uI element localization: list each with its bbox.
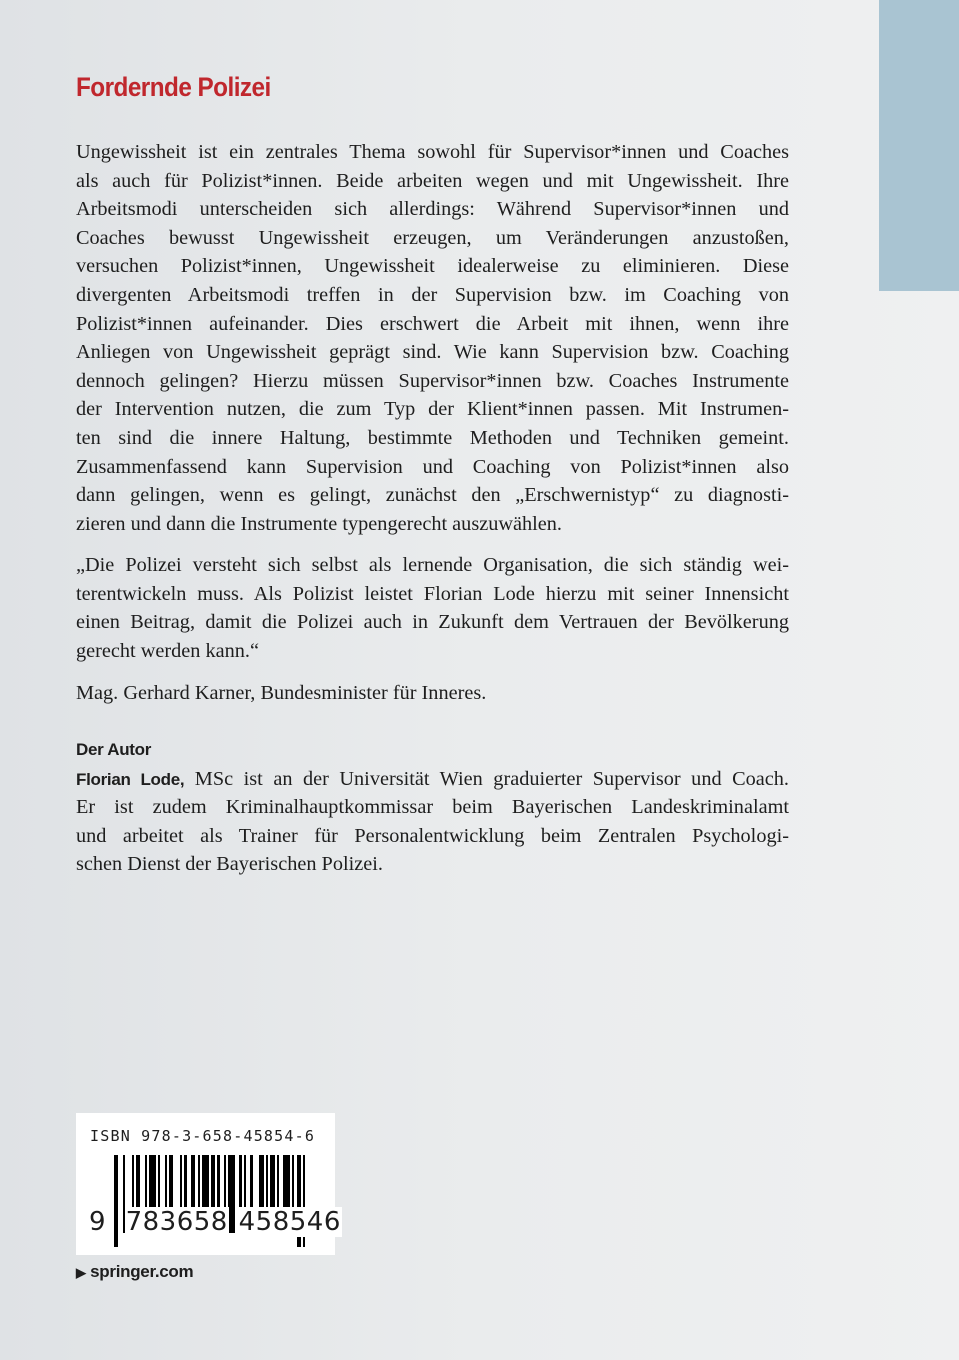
isbn-text: ISBN 978-3-658-45854-6	[90, 1127, 316, 1145]
text-line: terentwickeln muss. Als Polizist leistet Florian Lode hierzu mit seiner Innensicht	[76, 582, 789, 605]
text-line: „Die Polizei versteht sich selbst als lernende Organisation, die sich ständig wei-	[76, 554, 789, 576]
play-arrow-icon: ▶	[76, 1265, 86, 1280]
text-line: divergenten Arbeitsmodi treffen in der Supervision bzw. im Coaching von	[76, 283, 789, 306]
text-line: versuchen Polizist*innen, Ungewissheit idealerweise zu eliminieren. Diese	[76, 255, 789, 278]
cover-color-strip	[879, 0, 959, 291]
isbn-barcode	[76, 1113, 341, 1255]
barcode-digit: 9	[89, 1207, 107, 1237]
author-bio-line: und arbeitet als Trainer für Personalentwicklung beim Zentralen Psychologi-	[76, 824, 789, 847]
publisher-link-text: springer.com	[90, 1262, 194, 1281]
text-line: der Intervention nutzen, die zum Typ der Klient*innen passen. Mit Instrumen-	[76, 398, 789, 421]
text-line: einen Beitrag, damit die Polizei auch in Zukunft dem Vertrauen der Bevölkerung	[76, 611, 789, 634]
barcode-number	[88, 1207, 342, 1237]
author-bio-line: MSc ist an der Universität Wien graduierter Supervisor und Coach.	[184, 767, 790, 790]
text-line: ten sind die innere Haltung, bestimmte Methoden und Techniken gemeint.	[76, 426, 789, 449]
book-title: Fordernde Polizei	[76, 72, 271, 102]
text-line: Polizist*innen aufeinander. Dies erschwert die Arbeit mit ihnen, wenn ihre	[76, 312, 789, 335]
text-line: Zusammenfassend kann Supervision und Coaching von Polizist*innen also	[76, 455, 789, 478]
text-line: dennoch gelingen? Hierzu müssen Supervisor*innen bzw. Coaches Instrumente	[76, 369, 789, 392]
text-line: zieren und dann die Instrumente typengerecht auszuwählen.	[76, 512, 562, 535]
author-heading: Der Autor	[76, 740, 152, 759]
barcode-digits-right: 458546	[238, 1207, 341, 1237]
text-line: Coaches bewusst Ungewissheit erzeugen, um Veränderungen anzustoßen,	[76, 226, 789, 249]
author-bio-line: Er ist zudem Kriminalhauptkommissar beim Bayerischen Landeskriminalamt	[76, 796, 789, 819]
text-line: dann gelingen, wenn es gelingt, zunächst den „Erschwernistyp“ zu diagnosti-	[76, 484, 789, 507]
author-name: Florian Lode,	[76, 769, 185, 789]
quote-paragraph	[76, 551, 789, 665]
author-section	[76, 736, 789, 879]
text-line: Mag. Gerhard Karner, Bundesminister für Inneres.	[76, 682, 487, 704]
text-line: als auch für Polizist*innen. Beide arbeiten wegen und mit Ungewissheit. Ihre	[76, 169, 789, 192]
text-line: Anliegen von Ungewissheit geprägt sind. Wie kann Supervision bzw. Coaching	[76, 341, 789, 364]
author-bio-line: schen Dienst der Bayerischen Polizei.	[76, 853, 383, 876]
text-line: gerecht werden kann.“	[76, 639, 259, 662]
blurb-paragraph	[76, 138, 789, 538]
text-line: Arbeitsmodi unterscheiden sich allerdings: Während Supervisor*innen und	[76, 198, 789, 221]
publisher-link[interactable]	[76, 1262, 193, 1282]
text-line: Ungewissheit ist ein zentrales Thema sowohl für Supervisor*innen und Coaches	[76, 141, 789, 163]
barcode-digits-left: 783658	[125, 1207, 228, 1237]
quote-attribution	[76, 679, 789, 708]
